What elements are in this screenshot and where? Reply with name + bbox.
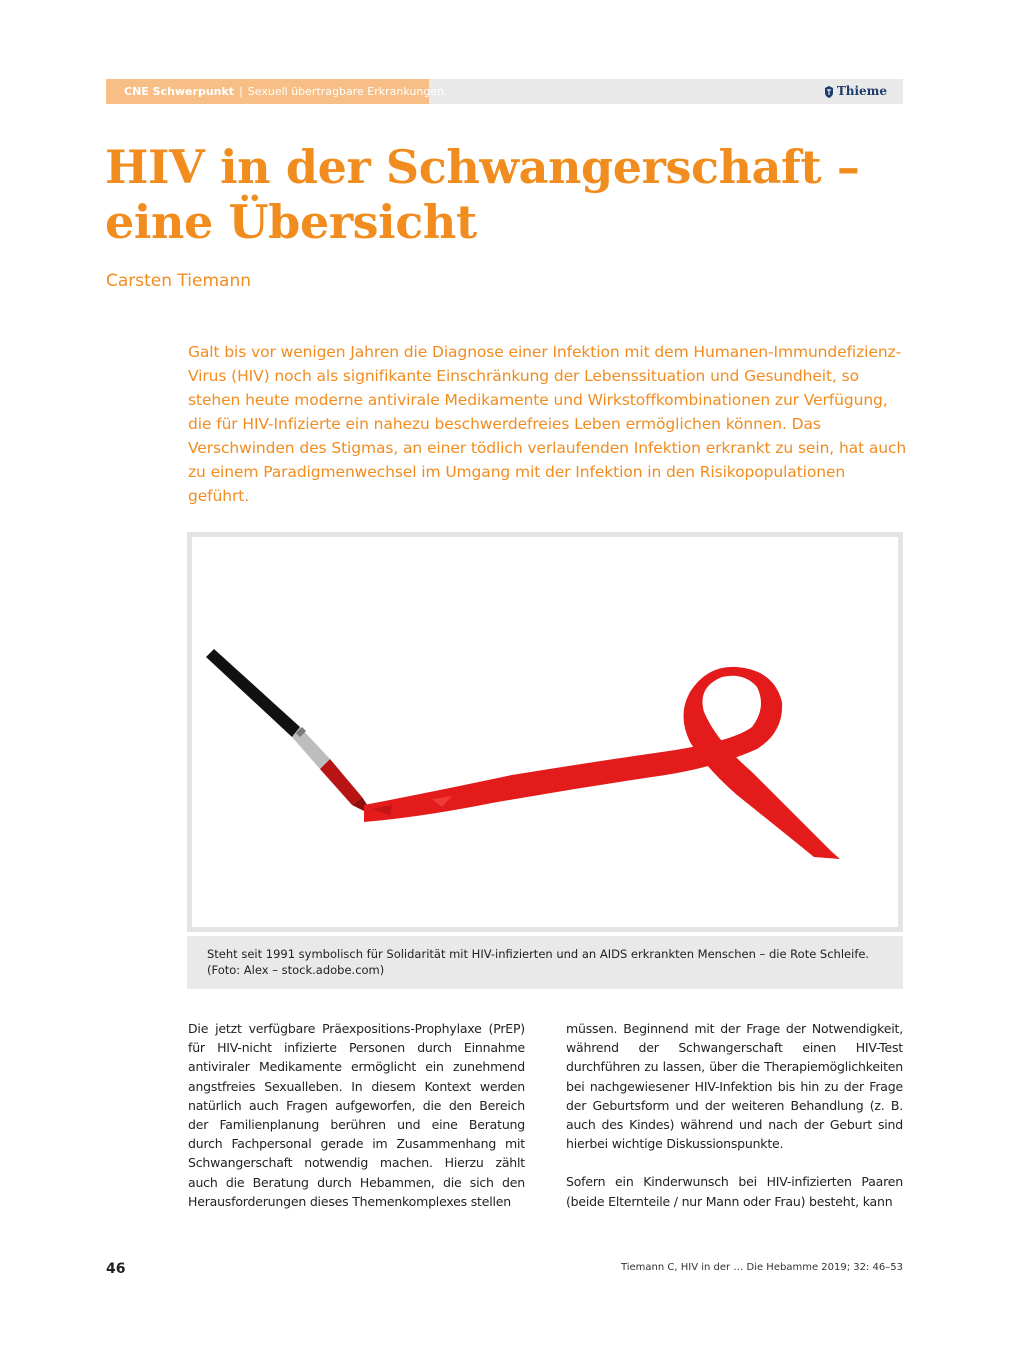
publisher-logo (824, 79, 887, 104)
thieme-emblem-icon (824, 86, 834, 98)
red-ribbon-illustration (192, 537, 898, 927)
body-paragraph: müssen. Beginnend mit der Frage der Notwendigkeit, während der Schwangerschaft einen HIV-Test durchführen zu lassen, über die Therapiemöglichkeiten bei nachgewiesener HIV-Infektion bis hin zu der Frage der Geburtsform und der weiteren Behandlung (z. B. auch des Kindes) während und nach der Geburt sind hierbei wichtige Diskussionspunkte. (566, 1021, 903, 1152)
red-ribbon-shape (364, 667, 840, 859)
body-column-right (566, 1019, 903, 1230)
figure-caption: Steht seit 1991 symbolisch für Solidarität mit HIV-infizierten und an AIDS erkrankten Menschen – die Rote Schleife. (Foto: Alex – stock.adobe.com) (187, 936, 903, 989)
section-separator: | (239, 85, 243, 98)
section-tag-label: CNE Schwerpunkt (124, 85, 235, 98)
running-header (106, 79, 903, 104)
section-topic: Sexuell übertragbare Erkrankungen (247, 85, 445, 98)
publisher-name: Thieme (836, 84, 887, 98)
section-tag (106, 79, 445, 104)
article-author: Carsten Tiemann (106, 271, 252, 291)
red-ribbon-figure (187, 532, 903, 932)
body-paragraph: Sofern ein Kinderwunsch bei HIV-infizierten Paaren (beide Elternteile / nur Mann oder Frau) besteht, kann (566, 1174, 903, 1209)
body-column-left: Die jetzt verfügbare Präexpositions-Prophylaxe (PrEP) für HIV-nicht infizierte Personen durch Einnahme antiviraler Medikamente ermöglicht ein zunehmend angstfreies Sexualleben. In diesem Kontext werden natürlich auch Fragen aufgeworfen, die den Bereich der Familienplanung berühren und eine Beratung durch Fachpersonal gerade im Zusammenhang mit Schwangerschaft notwendig machen. Hierzu zählt auch die Beratung durch Hebammen, die sich den Herausforderungen dieses Themenkomplexes stellen (188, 1021, 525, 1209)
article-title: HIV in der Schwangerschaft – eine Übersicht (105, 140, 860, 249)
footer-citation: Tiemann C, HIV in der … Die Hebamme 2019; 32: 46–53 (620, 1262, 903, 1273)
paintbrush-icon (206, 649, 370, 811)
article-abstract: Galt bis vor wenigen Jahren die Diagnose einer Infektion mit dem Humanen-Immundefizienz-Virus (HIV) noch als signifikante Einschränkung der Lebenssituation und Gesundheit, so stehen heute moderne antivirale Medikamente und Wirkstoffkombinationen zur Verfügung, die für HIV-Infizierte ein nahezu beschwerdefreies Leben ermöglichen können. Das Verschwinden des Stigmas, an einer tödlich verlaufenden Infektion erkrankt zu sein, hat auch zu einem Paradigmenwechsel im Umgang mit der Infektion in den Risikopopulationen geführt. (188, 343, 907, 505)
page-number: 46 (106, 1261, 126, 1277)
